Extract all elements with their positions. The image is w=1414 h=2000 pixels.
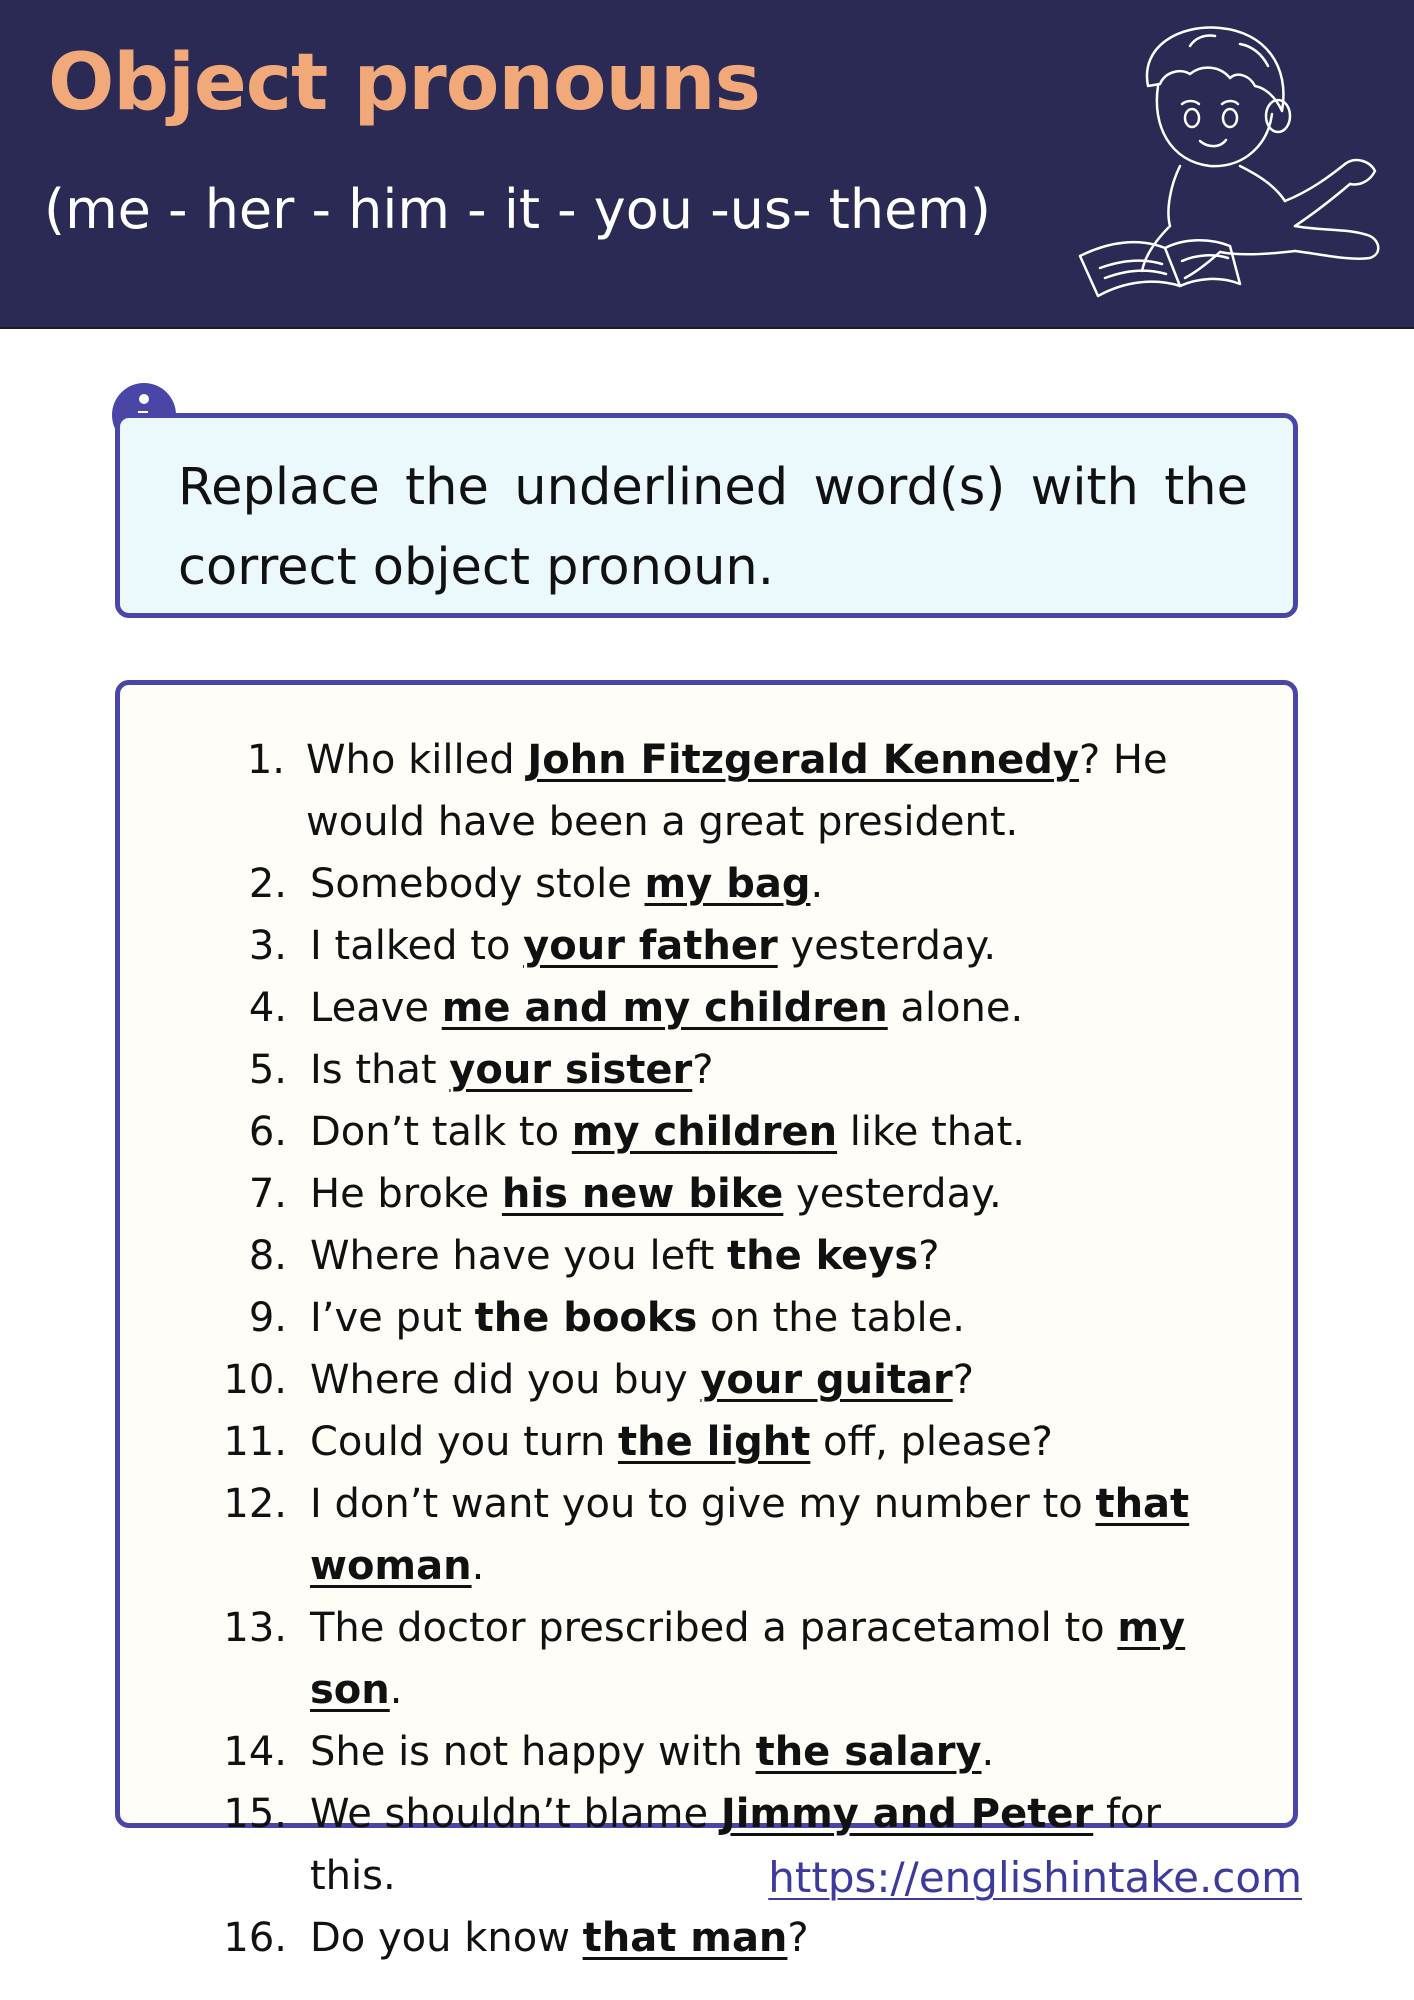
exercise-item: [120, 1597, 1240, 1721]
target-words: that man: [582, 1915, 788, 1961]
exercise-number: 2.: [248, 861, 287, 907]
sentence-text: ?: [692, 1047, 714, 1093]
target-words: the salary: [755, 1729, 982, 1775]
target-words: your father: [523, 923, 778, 969]
target-words: me and my children: [441, 985, 888, 1031]
target-words: my children: [571, 1109, 838, 1155]
exercise-item: [120, 915, 1240, 977]
exercise-item: [120, 1349, 1240, 1411]
exercise-number: 1.: [246, 737, 285, 783]
target-words: Jimmy and Peter: [720, 1791, 1094, 1837]
exercise-number: 14.: [223, 1729, 287, 1775]
sentence-text: ?: [952, 1357, 974, 1403]
sentence-text: Do you know: [310, 1915, 583, 1961]
sentence-text: I talked to: [310, 923, 524, 969]
sentence-text: like that.: [837, 1109, 1026, 1155]
sentence-text: Don’t talk to: [310, 1109, 572, 1155]
sentence-text: ? He would have been a great president.: [306, 737, 1168, 845]
exercise-number: 10.: [223, 1357, 287, 1403]
sentence-text: ?: [918, 1233, 940, 1279]
exercise-item: [120, 1411, 1240, 1473]
header-banner: [0, 0, 1414, 329]
sentence-text: I’ve put: [310, 1295, 475, 1341]
sentence-text: yesterday.: [783, 1171, 1002, 1217]
sentence-text: Who killed: [306, 737, 528, 783]
exercise-number: 12.: [223, 1481, 287, 1527]
exercise-number: 6.: [248, 1109, 287, 1155]
target-words: your sister: [449, 1047, 693, 1093]
exercise-item: [120, 1101, 1240, 1163]
sentence-text: The doctor prescribed a paracetamol to: [310, 1605, 1118, 1651]
exercise-item: [120, 1287, 1240, 1349]
target-words: your guitar: [700, 1357, 953, 1403]
sentence-text: alone.: [887, 985, 1024, 1031]
exercise-number: 7.: [248, 1171, 287, 1217]
exercise-number: 3.: [248, 923, 287, 969]
sentence-text: for this.: [310, 1791, 1161, 1899]
exercise-item: [120, 853, 1240, 915]
page-title: Object pronouns: [48, 38, 760, 128]
exercise-item: [120, 1907, 1240, 1969]
sentence-text: Somebody stole: [310, 861, 645, 907]
sentence-text: .: [810, 861, 824, 907]
exercise-number: 8.: [248, 1233, 287, 1279]
exercise-number: 4.: [248, 985, 287, 1031]
sentence-text: We shouldn’t blame: [310, 1791, 721, 1837]
exercise-item: [120, 1163, 1240, 1225]
target-words: the keys: [726, 1233, 919, 1279]
sentence-text: Could you turn: [310, 1419, 619, 1465]
exercise-item: [120, 729, 1236, 853]
sentence-text: .: [389, 1667, 403, 1713]
instruction-box: [115, 413, 1298, 618]
sentence-text: off, please?: [810, 1419, 1053, 1465]
pronoun-list-subtitle: (me - her - him - it - you -us- them): [44, 178, 991, 241]
exercise-number: 5.: [248, 1047, 287, 1093]
exercise-item: [120, 1721, 1240, 1783]
sentence-text: Is that: [310, 1047, 450, 1093]
sentence-text: He broke: [310, 1171, 502, 1217]
exercise-number: 13.: [223, 1605, 287, 1651]
exercise-number: 11.: [223, 1419, 287, 1465]
sentence-text: .: [471, 1543, 485, 1589]
sentence-text: ?: [787, 1915, 809, 1961]
child-reading-book-icon: [1070, 16, 1390, 306]
exercise-list: [120, 729, 1303, 1969]
target-words: my son: [310, 1605, 1186, 1713]
instruction-text: Replace the underlined word(s) with the correct object pronoun.: [178, 458, 1248, 597]
exercise-item: [120, 1039, 1240, 1101]
target-words: that woman: [310, 1481, 1190, 1589]
target-words: his new bike: [501, 1171, 784, 1217]
exercise-number: 16.: [223, 1915, 287, 1961]
target-words: John Fitzgerald Kennedy: [527, 737, 1079, 783]
website-link[interactable]: https://englishintake.com: [768, 1853, 1302, 1902]
target-words: the light: [618, 1419, 811, 1465]
target-words: my bag: [644, 861, 811, 907]
exercise-item: [120, 1473, 1240, 1597]
target-words: the books: [474, 1295, 698, 1341]
sentence-text: yesterday.: [777, 923, 997, 969]
sentence-text: Leave: [310, 985, 442, 1031]
sentence-text: She is not happy with: [310, 1729, 756, 1775]
exercise-number: 15.: [223, 1791, 287, 1837]
exercise-item: [120, 1225, 1240, 1287]
exercise-item: [120, 977, 1240, 1039]
sentence-text: on the table.: [697, 1295, 965, 1341]
exercise-number: 9.: [248, 1295, 287, 1341]
sentence-text: I don’t want you to give my number to: [310, 1481, 1096, 1527]
sentence-text: .: [981, 1729, 995, 1775]
sentence-text: Where have you left: [310, 1233, 727, 1279]
sentence-text: Where did you buy: [310, 1357, 701, 1403]
